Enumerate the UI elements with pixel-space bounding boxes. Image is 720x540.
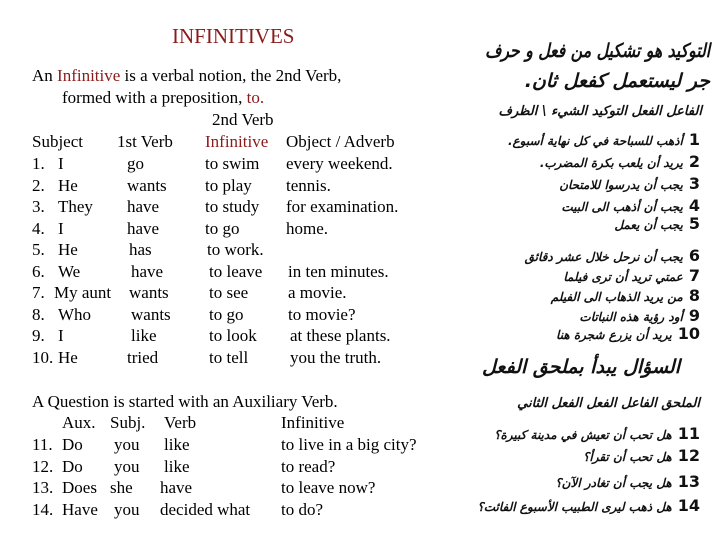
header-subj: Subj. — [110, 413, 146, 432]
row-number: 2. — [32, 175, 45, 195]
q-row-infinitive: to leave now? — [281, 478, 376, 497]
row-subject: We — [58, 261, 81, 281]
arabic-row — [561, 196, 700, 215]
q-row-number: 11. — [32, 435, 53, 454]
arabic-question-row — [494, 424, 700, 443]
row-infinitive: to leave — [209, 261, 263, 281]
arabic-row-number: 4 — [688, 196, 700, 215]
q-row-aux: Does — [62, 478, 97, 497]
row-number: 7. — [32, 283, 45, 302]
header-subject: Subject — [32, 132, 83, 151]
header-infinitive: Infinitive — [205, 132, 269, 151]
q-row-aux: Do — [62, 456, 83, 476]
row-number: 1. — [32, 154, 45, 173]
row-infinitive: to play — [205, 175, 252, 195]
arabic-row-number: 8 — [688, 286, 700, 305]
arabic-row — [614, 214, 700, 233]
q-row-infinitive: to read? — [281, 456, 336, 476]
arabic-row-number: 14 — [677, 496, 700, 515]
arabic-row-number: 2 — [688, 152, 700, 171]
arabic-row-text: يجب أن يدرسوا للامتحان — [559, 178, 683, 192]
header-first-verb: 1st Verb — [117, 132, 173, 151]
preposition-to: to. — [246, 88, 265, 107]
arabic-question-row — [555, 472, 700, 491]
row-infinitive: to study — [205, 197, 260, 216]
header-aux: Aux. — [62, 413, 96, 432]
arabic-row — [540, 152, 700, 171]
infinitive-term: Infinitive — [57, 66, 121, 85]
arabic-row — [508, 130, 700, 149]
row-number: 10. — [32, 347, 54, 367]
q-row-aux: Have — [62, 499, 98, 519]
row-verb: wants — [127, 175, 167, 195]
row-subject: I — [58, 326, 64, 345]
q-row-verb: like — [164, 456, 190, 476]
intro-line-2 — [62, 88, 264, 108]
row-subject: My aunt — [54, 283, 112, 302]
row-number: 8. — [32, 304, 45, 324]
row-subject: He — [58, 347, 78, 367]
row-infinitive: to go — [205, 218, 240, 238]
row-infinitive: to swim — [205, 154, 260, 173]
page-title: INFINITIVES — [172, 24, 295, 48]
arabic-row-text: هل يجب أن تغادر الآن؟ — [555, 476, 672, 490]
arabic-intro-line-2: جر ليستعمل كفعل ثان. — [524, 70, 710, 92]
row-number: 5. — [32, 240, 45, 259]
row-object: at these plants. — [290, 326, 391, 345]
intro-text: is a verbal notion, the 2nd Verb, — [124, 66, 342, 85]
arabic-question-row — [477, 496, 700, 515]
arabic-row-number: 13 — [677, 472, 700, 491]
arabic-row — [551, 286, 700, 305]
arabic-row-number: 5 — [688, 214, 700, 233]
arabic-row-number: 12 — [677, 446, 700, 465]
arabic-row-text: يريد أن يزرع شجرة هنا — [556, 328, 672, 342]
row-verb: have — [131, 261, 164, 281]
row-subject: They — [58, 197, 93, 216]
q-row-subj: you — [114, 435, 140, 454]
arabic-row-number: 7 — [688, 266, 700, 285]
header-verb: Verb — [164, 413, 197, 432]
header-object-adverb: Object / Adverb — [286, 132, 395, 151]
arabic-row — [563, 266, 700, 285]
row-infinitive: to go — [209, 304, 244, 324]
row-infinitive: to see — [209, 283, 249, 302]
arabic-row-text: هل تحب أن تعيش في مدينة كبيرة؟ — [494, 428, 672, 442]
row-verb: has — [129, 240, 152, 259]
intro-line-1 — [32, 66, 341, 86]
q-row-verb: have — [160, 478, 193, 497]
row-object: every weekend. — [286, 154, 393, 173]
row-verb: wants — [131, 304, 171, 324]
q-row-number: 12. — [32, 456, 54, 476]
arabic-row-number: 3 — [688, 174, 700, 193]
row-verb: like — [131, 326, 157, 345]
question-intro: A Question is started with an Auxiliary Verb. — [32, 392, 338, 411]
q-row-subj: you — [114, 456, 140, 476]
row-subject: I — [58, 154, 64, 173]
arabic-row-text: هل تحب أن تقرأ؟ — [583, 450, 672, 464]
arabic-question-intro: السؤال يبدأ بملحق الفعل — [482, 356, 680, 378]
q-row-subj: she — [110, 478, 133, 497]
arabic-row-text: أذهب للسباحة في كل نهاية أسبوع. — [507, 134, 683, 148]
arabic-row-text: يجب أن نرحل خلال عشر دقائق — [524, 250, 683, 264]
row-object: tennis. — [286, 175, 331, 195]
row-verb: tried — [127, 347, 159, 367]
row-infinitive: to work. — [207, 240, 264, 259]
row-object: a movie. — [288, 283, 347, 302]
arabic-row-text: من يريد الذهاب الى الفيلم — [550, 290, 683, 304]
q-row-number: 14. — [32, 499, 54, 519]
row-verb: have — [127, 197, 160, 216]
q-row-subj: you — [114, 499, 140, 519]
q-row-infinitive: to do? — [281, 499, 324, 519]
arabic-row-number: 6 — [688, 246, 700, 265]
arabic-row — [579, 306, 700, 325]
arabic-row-text: عمتي تريد أن ترى فيلما — [563, 270, 683, 284]
header-infinitive-q: Infinitive — [281, 413, 345, 432]
row-object: to movie? — [288, 304, 356, 324]
arabic-row — [559, 174, 700, 193]
arabic-question-headers: الملحق الفاعل الفعل الفعل الثاني — [517, 396, 700, 411]
arabic-intro-line-1: التوكيد هو تشكيل من فعل و حرف — [484, 40, 710, 62]
row-verb: have — [127, 218, 160, 238]
row-object: you the truth. — [290, 347, 382, 367]
arabic-headers: الفاعل الفعل التوكيد الشيء \ الظرف — [498, 104, 702, 119]
row-verb: wants — [129, 283, 169, 302]
arabic-question-row — [583, 446, 700, 465]
arabic-row-number: 9 — [688, 306, 700, 325]
row-subject: He — [58, 240, 78, 259]
row-infinitive: to look — [209, 326, 257, 345]
row-number: 4. — [32, 218, 45, 238]
second-verb-label: 2nd Verb — [212, 110, 274, 129]
arabic-row — [556, 324, 700, 343]
q-row-infinitive: to live in a big city? — [281, 435, 417, 454]
q-row-verb: decided what — [160, 499, 251, 519]
intro-text: formed with a preposition, — [62, 88, 243, 107]
intro-text: An — [32, 66, 53, 85]
arabic-row-number: 11 — [677, 424, 700, 443]
arabic-row — [525, 246, 700, 265]
row-number: 3. — [32, 197, 45, 216]
q-row-aux: Do — [62, 435, 83, 454]
q-row-number: 13. — [32, 478, 54, 497]
arabic-row-text: يجب أن يعمل — [614, 218, 683, 232]
row-object: home. — [286, 218, 329, 238]
row-subject: Who — [58, 304, 92, 324]
arabic-row-number: 10 — [677, 324, 700, 343]
arabic-row-text: يجب أن أذهب الى البيت — [561, 200, 683, 214]
arabic-row-number: 1 — [688, 130, 700, 149]
row-number: 9. — [32, 326, 45, 345]
row-infinitive: to tell — [209, 347, 249, 367]
row-number: 6. — [32, 261, 45, 281]
row-subject: I — [58, 218, 64, 238]
row-verb: go — [127, 154, 144, 173]
row-object: for examination. — [286, 197, 399, 216]
row-subject: He — [58, 175, 78, 195]
arabic-row-text: أود رؤية هذه النباتات — [579, 310, 683, 324]
arabic-row-text: يريد أن يلعب بكرة المضرب. — [539, 156, 683, 170]
arabic-row-text: هل ذهب ليرى الطبيب الأسبوع الفائت؟ — [477, 500, 672, 514]
q-row-verb: like — [164, 435, 190, 454]
row-object: in ten minutes. — [288, 261, 389, 281]
